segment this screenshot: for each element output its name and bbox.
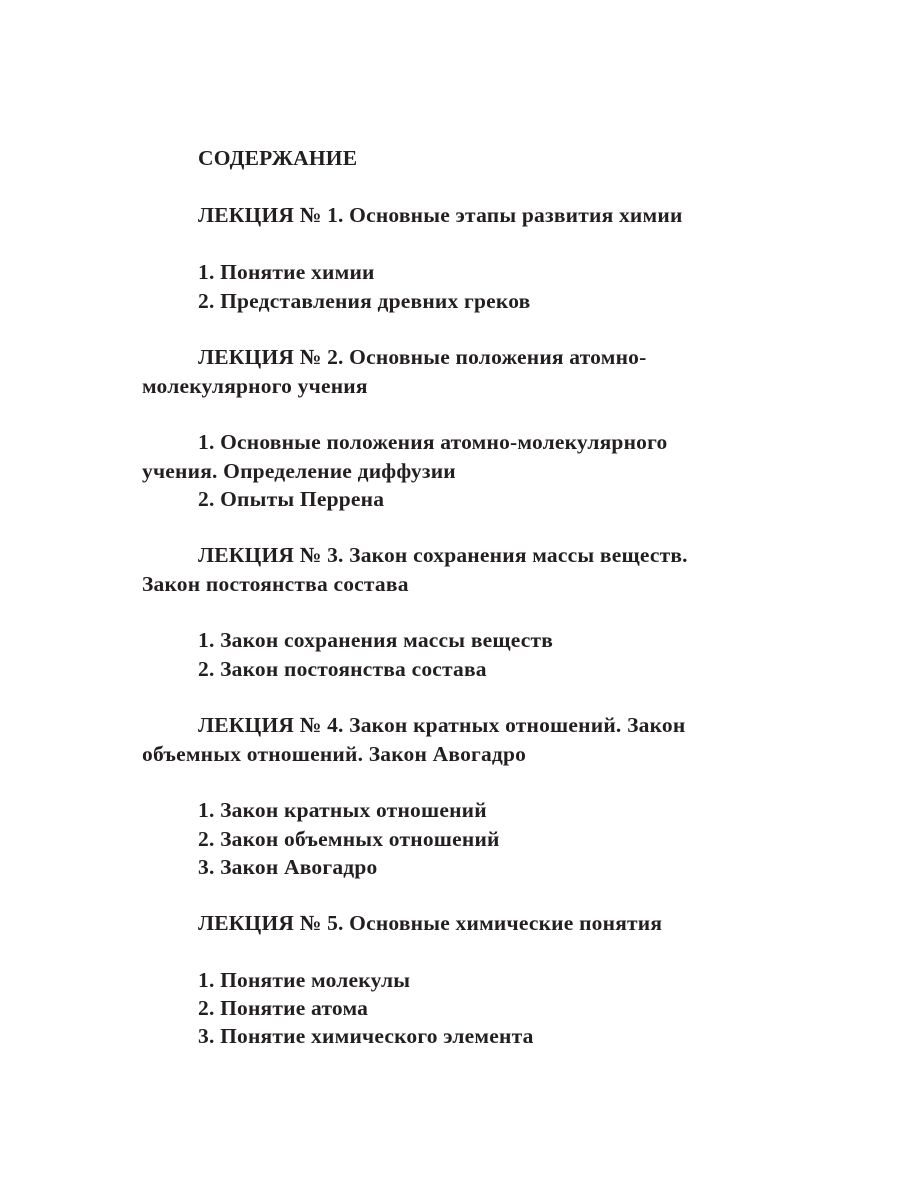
lecture-5-item-3: 3. Понятие химического элемента <box>198 1024 534 1048</box>
lecture-4-heading-cont: объемных отношений. Закон Авогадро <box>142 742 527 766</box>
lecture-2-item-1-cont: учения. Определение диффузии <box>142 459 456 483</box>
lecture-5-item-1: 1. Понятие молекулы <box>198 968 411 992</box>
lecture-1-heading: ЛЕКЦИЯ № 1. Основные этапы развития химии <box>198 203 683 227</box>
lecture-4-item-3: 3. Закон Авогадро <box>198 855 378 879</box>
lecture-5-item-2: 2. Понятие атома <box>198 996 369 1020</box>
lecture-3-heading: ЛЕКЦИЯ № 3. Закон сохранения массы веществ. <box>198 543 688 567</box>
lecture-3-heading-cont: Закон постоянства состава <box>142 572 409 596</box>
lecture-2-heading-cont: молекулярного учения <box>142 374 368 398</box>
lecture-4-item-2: 2. Закон объемных отношений <box>198 827 500 851</box>
lecture-2-item-1: 1. Основные положения атомно-молекулярного <box>198 430 668 454</box>
page-title: СОДЕРЖАНИЕ <box>198 146 358 170</box>
lecture-1-item-1: 1. Понятие химии <box>198 260 375 284</box>
lecture-4-heading: ЛЕКЦИЯ № 4. Закон кратных отношений. Закон <box>198 713 686 737</box>
lecture-5-heading: ЛЕКЦИЯ № 5. Основные химические понятия <box>198 911 663 935</box>
lecture-3-item-1: 1. Закон сохранения массы веществ <box>198 628 554 652</box>
lecture-2-heading: ЛЕКЦИЯ № 2. Основные положения атомно- <box>198 345 647 369</box>
lecture-2-item-2: 2. Опыты Перрена <box>198 487 385 511</box>
lecture-3-item-2: 2. Закон постоянства состава <box>198 657 487 681</box>
lecture-1-item-2: 2. Представления древних греков <box>198 289 531 313</box>
lecture-4-item-1: 1. Закон кратных отношений <box>198 798 487 822</box>
